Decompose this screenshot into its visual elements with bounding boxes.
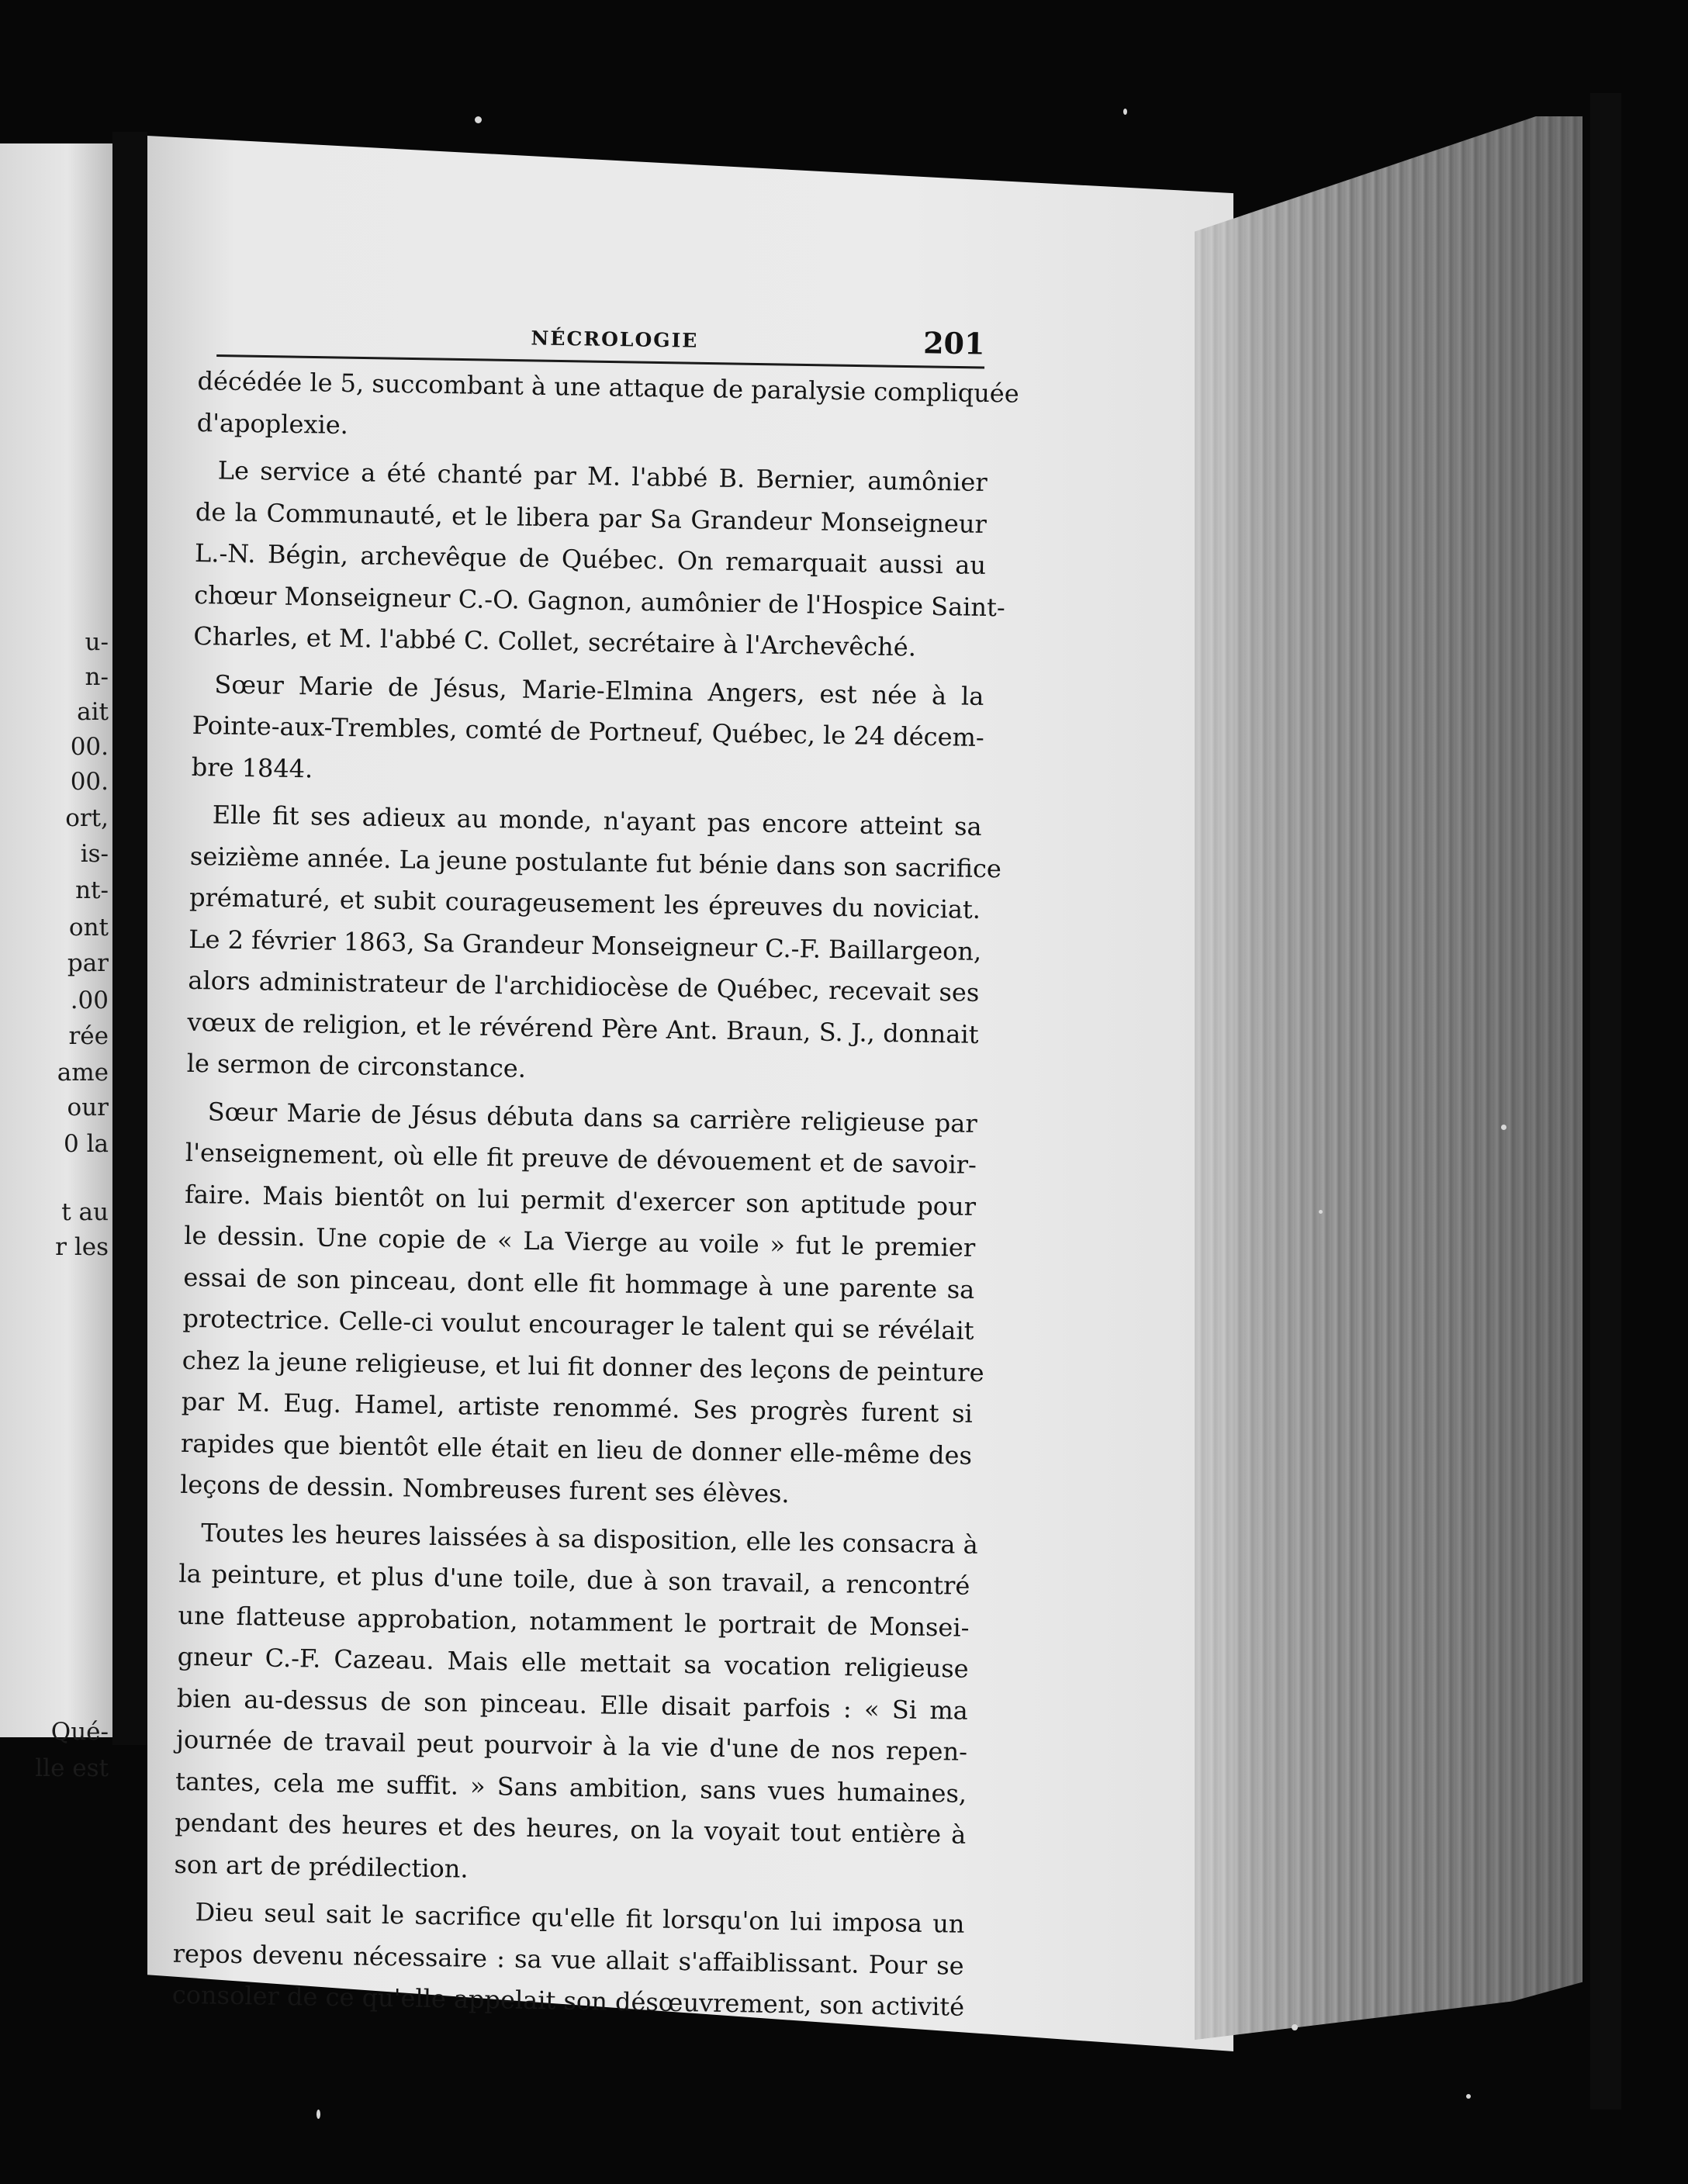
left-page-fragment: u- xyxy=(85,628,109,656)
paragraph xyxy=(179,1090,984,1518)
text-line: son art de prédilection. xyxy=(174,1849,469,1884)
text-line: Pointe-aux-Trembles, comté de Portneuf, Québec, le 24 décem- xyxy=(192,710,985,752)
left-page-fragment: par xyxy=(67,949,109,977)
text-line: décédée le 5, succombant à une attaque de paralysie compliquée xyxy=(197,365,1020,409)
text-line: L.-N. Bégin, archevêque de Québec. On remarquait aussi au xyxy=(194,537,987,580)
left-page-fragment: our xyxy=(67,1094,109,1121)
text-line: tantes, cela me suffit. » Sans ambition, sans vues humaines, xyxy=(175,1766,967,1809)
dust-speck xyxy=(1466,2094,1471,2099)
paragraph xyxy=(186,794,1002,1097)
paragraph xyxy=(193,450,1006,669)
running-head-title: NÉCROLOGIE xyxy=(531,327,699,352)
dust-speck xyxy=(1319,1210,1323,1214)
text-line: protectrice. Celle-ci voulut encourager le talent qui se révélait xyxy=(182,1303,974,1346)
text-line: faire. Mais bientôt on lui permit d'exercer son aptitude pour xyxy=(184,1179,977,1222)
text-line: de la Communauté, et le libera par Sa Grandeur Monseigneur xyxy=(195,496,988,539)
text-line: Le service a été chanté par M. l'abbé B. Bernier, aumônier xyxy=(217,455,988,498)
left-page-fragment: Qué- xyxy=(50,1718,109,1746)
left-page-fragment: 00. xyxy=(70,768,109,796)
dust-speck xyxy=(475,116,482,123)
left-page-fragment: ont xyxy=(68,914,109,942)
text-line: repos devenu nécessaire : sa vue allait s'affaiblissant. Pour se xyxy=(172,1938,964,1981)
left-page-fragment: t au xyxy=(61,1198,109,1226)
left-page-fragment: ort, xyxy=(65,804,109,832)
left-page-fragment: rée xyxy=(68,1022,109,1050)
film-edge xyxy=(1590,93,1621,2110)
text-line: prématuré, et subit courageusement les épreuves du noviciat. xyxy=(189,882,981,924)
text-line: d'apoplexie. xyxy=(196,407,349,440)
dust-speck xyxy=(1501,1125,1506,1130)
left-page-fragment: is- xyxy=(80,840,109,868)
page-number: 201 xyxy=(922,325,985,361)
text-line: le sermon de circonstance. xyxy=(186,1048,527,1083)
text-line: gneur C.-F. Cazeau. Mais elle mettait sa vocation religieuse xyxy=(177,1641,969,1684)
text-line: Elle fit ses adieux au monde, n'ayant pas encore atteint sa xyxy=(212,800,982,841)
paragraph xyxy=(171,1892,964,2029)
left-page-fragment: n- xyxy=(85,663,109,691)
text-line: essai de son pinceau, dont elle fit hommage à une parente sa xyxy=(183,1262,975,1305)
left-page-fragment: nt- xyxy=(75,876,109,904)
text-line: bre 1844. xyxy=(191,752,313,783)
body-text xyxy=(171,361,1020,2028)
text-line: la peinture, et plus d'une toile, due à son travail, a rencontré xyxy=(178,1558,970,1601)
text-line: Sœur Marie de Jésus débuta dans sa carrière religieuse par xyxy=(207,1096,977,1139)
text-line: journée de travail peut pourvoir à la vie d'une de nos repen- xyxy=(175,1724,968,1767)
text-line: vœux de religion, et le révérend Père Ant. Braun, S. J., donnait xyxy=(187,1007,979,1049)
text-line: seizième année. La jeune postulante fut bénie dans son sacrifice xyxy=(189,841,1002,883)
text-line: une flatteuse approbation, notamment le portrait de Monsei- xyxy=(178,1600,970,1643)
text-line: Toutes les heures laissées à sa disposition, elle les consacra à xyxy=(200,1517,979,1560)
text-line: Le 2 février 1863, Sa Grandeur Monseigneur C.-F. Baillargeon, xyxy=(188,924,982,966)
text-line: consoler de ce qu'elle appelait son désœuvrement, son activité xyxy=(171,1979,965,2022)
text-line: par M. Eug. Hamel, artiste renommé. Ses progrès furent si xyxy=(181,1386,974,1429)
paragraph xyxy=(196,361,1020,456)
text-line: alors administrateur de l'archidiocèse de Québec, recevait ses xyxy=(188,965,980,1007)
left-page-fragment: 0 la xyxy=(64,1130,109,1158)
left-page-fragment: 00. xyxy=(70,733,109,761)
text-line: Charles, et M. l'abbé C. Collet, secrétaire à l'Archevêché. xyxy=(193,620,917,662)
text-line: pendant des heures et des heures, on la voyait tout entière à xyxy=(175,1807,967,1850)
dust-speck xyxy=(316,2110,320,2119)
paragraph xyxy=(191,663,984,800)
dust-speck xyxy=(1123,109,1127,115)
book-gutter xyxy=(112,132,147,1745)
paragraph xyxy=(174,1512,979,1897)
dust-speck xyxy=(1292,2024,1298,2030)
left-page-fragment: ait xyxy=(77,698,109,726)
text-line: Dieu seul sait le sacrifice qu'elle fit lorsqu'on lui imposa un xyxy=(195,1897,965,1939)
text-line: le dessin. Une copie de « La Vierge au voile » fut le premier xyxy=(183,1220,976,1263)
left-page-fragment: r les xyxy=(55,1233,109,1261)
left-page-fragment: .00 xyxy=(70,987,109,1014)
text-line: chœur Monseigneur C.-O. Gagnon, aumônier de l'Hospice Saint- xyxy=(193,579,1006,622)
text-line: bien au-dessus de son pinceau. Elle disait parfois : « Si ma xyxy=(176,1683,969,1726)
text-line: chez la jeune religieuse, et lui fit donner des leçons de peinture xyxy=(182,1345,984,1387)
text-line: leçons de dessin. Nombreuses furent ses élèves. xyxy=(179,1469,790,1509)
page-block-shading xyxy=(1195,116,1582,2040)
text-line: rapides que bientôt elle était en lieu de donner elle-même des xyxy=(180,1428,973,1470)
text-line: Sœur Marie de Jésus, Marie-Elmina Angers, est née à la xyxy=(214,669,984,711)
left-page-fragment: lle est xyxy=(35,1754,109,1782)
text-line: l'enseignement, où elle fit preuve de dévouement et de savoir- xyxy=(185,1137,977,1180)
left-page-fragment: ame xyxy=(57,1059,109,1087)
